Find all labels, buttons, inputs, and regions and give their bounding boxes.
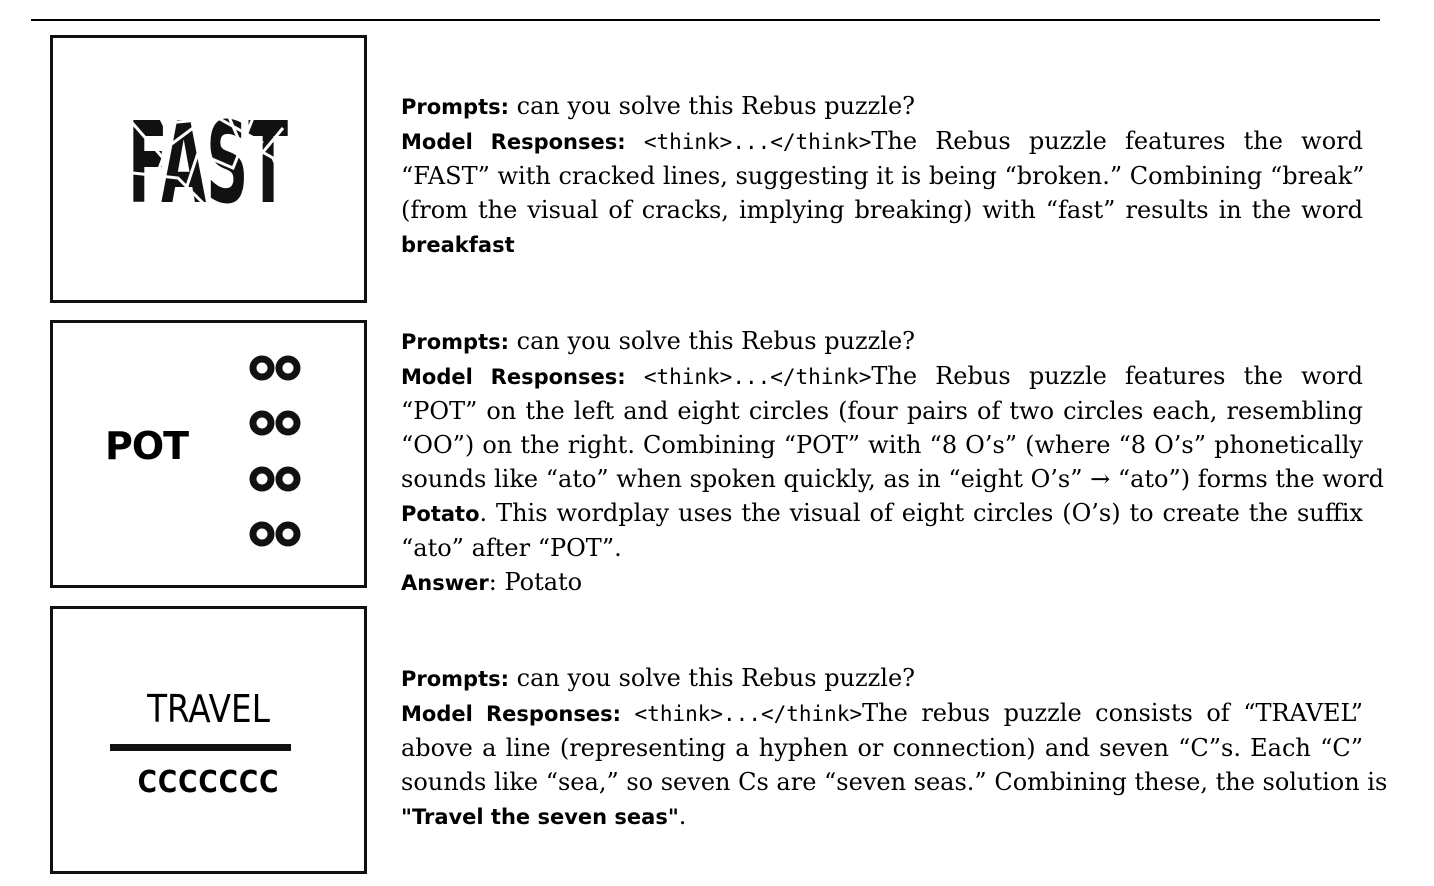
response-line-5 <box>401 496 1363 531</box>
prompt-line <box>401 89 1363 124</box>
response-line-1 <box>401 696 1363 731</box>
response-text-1: The Rebus puzzle features the word <box>871 127 1363 155</box>
answer-colon: : <box>488 568 497 596</box>
response-line-4 <box>401 799 1363 834</box>
response-label: Model Responses: <box>401 365 626 389</box>
answer-word: breakfast <box>401 233 515 257</box>
response-line-4: sounds like “ato” when spoken quickly, as in “eight O’s” → “ato”) forms the word <box>401 465 1385 493</box>
pot-word: POT <box>105 424 189 468</box>
circle-pair-2 <box>249 408 301 438</box>
entry-fast-text <box>401 89 1363 262</box>
prompt-text: can you solve this Rebus puzzle? <box>516 664 916 692</box>
response-text-1: The Rebus puzzle features the word <box>871 362 1363 390</box>
prompt-label: Prompts: <box>401 95 510 119</box>
prompt-line <box>401 324 1363 359</box>
rebus-image-fast <box>50 35 367 303</box>
fast-cracked-word <box>123 98 293 229</box>
prompt-text: can you solve this Rebus puzzle? <box>516 92 916 120</box>
response-line-6: “ato” after “POT”. <box>401 534 622 562</box>
answer-phrase: "Travel the seven seas" <box>401 805 679 829</box>
response-label: Model Responses: <box>401 702 621 726</box>
response-line-3: (from the visual of cracks, implying breaking) with “fast” results in the word <box>401 196 1363 224</box>
top-rule <box>31 19 1380 21</box>
circle-pair-3 <box>249 464 301 494</box>
response-line-4 <box>401 227 1363 262</box>
circle-pair-4 <box>249 519 301 549</box>
response-line-1 <box>401 124 1363 159</box>
prompt-label: Prompts: <box>401 667 510 691</box>
response-line-3: sounds like “sea,” so seven Cs are “seven seas.” Combining these, the solution is <box>401 768 1388 796</box>
answer-line <box>401 565 1363 600</box>
travel-divider-line <box>110 744 291 751</box>
rebus-image-travel <box>50 606 367 874</box>
answer-value: Potato <box>504 568 583 596</box>
answer-label: Answer <box>401 571 489 595</box>
response-line-2: “FAST” with cracked lines, suggesting it is being “broken.” Combining “break” <box>401 162 1365 190</box>
prompt-line <box>401 661 1363 696</box>
response-line-1 <box>401 359 1363 394</box>
response-line-2: above a line (representing a hyphen or connection) and seven “C”s. Each “C” <box>401 734 1363 762</box>
response-line-2: “POT” on the left and eight circles (four pairs of two circles each, resembling <box>401 397 1363 425</box>
entry-pot-text <box>401 324 1385 600</box>
think-tag: <think>...</think> <box>643 130 872 154</box>
final-period: . <box>678 802 687 830</box>
response-line-3: “OO”) on the right. Combining “POT” with “8 O’s” (where “8 O’s” phonetically <box>401 431 1363 459</box>
bold-answer-word: Potato <box>401 502 480 526</box>
rebus-image-pot <box>50 320 367 588</box>
circle-pair-1 <box>249 353 301 383</box>
svg-text:FAST: FAST <box>128 99 288 229</box>
think-tag: <think>...</think> <box>643 365 872 389</box>
prompt-text: can you solve this Rebus puzzle? <box>516 327 916 355</box>
think-tag: <think>...</think> <box>634 702 863 726</box>
seven-c-letters: CCCCCCC <box>137 765 280 800</box>
prompt-label: Prompts: <box>401 330 510 354</box>
response-text-1: The rebus puzzle consists of “TRAVEL” <box>862 699 1363 727</box>
response-label: Model Responses: <box>401 130 626 154</box>
entry-travel-text <box>401 661 1388 834</box>
response-text-5: . This wordplay uses the visual of eight circles (O’s) to create the suffix <box>479 499 1363 527</box>
travel-word: TRAVEL <box>147 687 270 731</box>
